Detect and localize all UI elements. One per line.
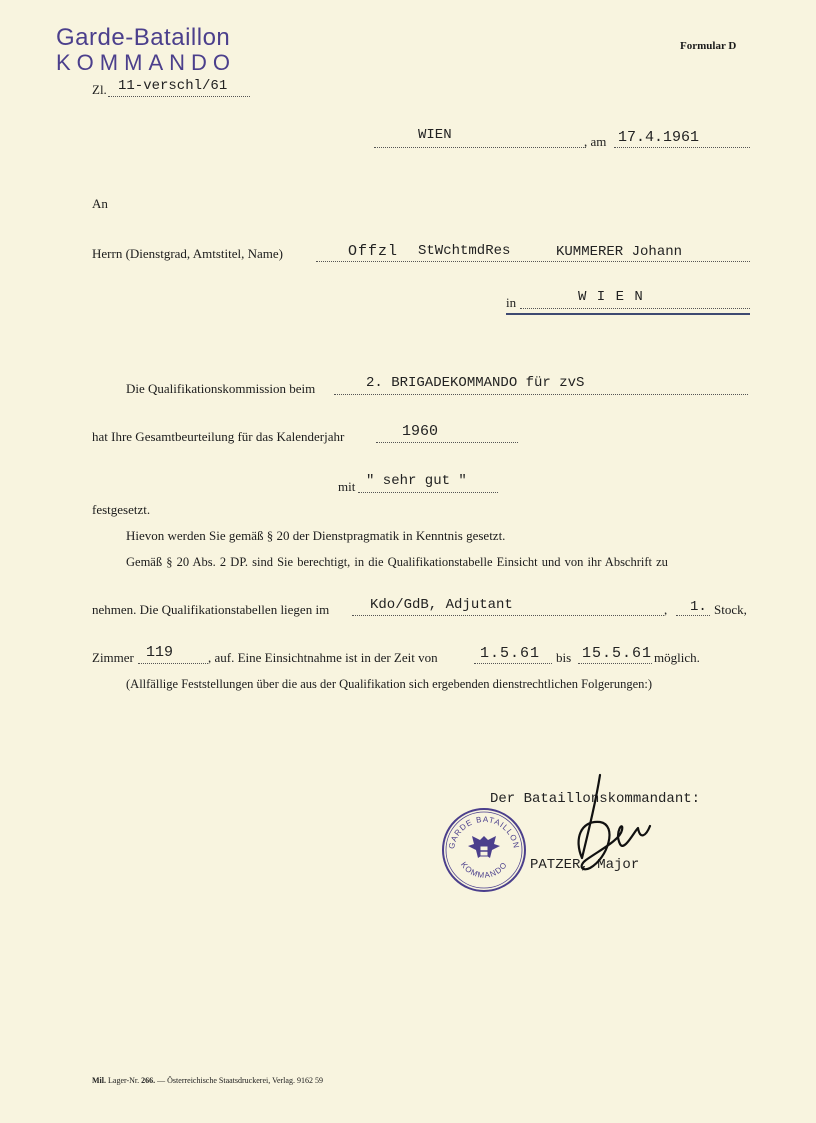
commission-label: Die Qualifikationskommission beim <box>126 381 316 396</box>
zl-value: 11-verschl/61 <box>118 78 228 94</box>
recipient-rank: Offzl <box>348 243 399 260</box>
recipient-title: StWchtmdRes <box>418 243 511 259</box>
floor-value: 1. <box>690 599 707 615</box>
date-value: 17.4.1961 <box>618 129 700 146</box>
zimmer-label: Zimmer <box>92 650 134 665</box>
commission-value: 2. BRIGADEKOMMANDO für zvS <box>366 375 585 391</box>
bis-label: bis <box>556 650 572 665</box>
commander-label: Der Bataillonskommandant: <box>490 791 701 807</box>
mit-label: mit <box>338 479 356 494</box>
eagle-emblem-icon <box>468 836 500 858</box>
seal-bottom-text: KOMMANDO <box>458 860 510 880</box>
to-date: 15.5.61 <box>582 645 653 662</box>
am-label: , am <box>584 134 607 149</box>
official-seal <box>440 806 528 894</box>
from-date: 1.5.61 <box>480 645 541 662</box>
paragraph-1: Hievon werden Sie gemäß § 20 der Dienstpragmatik in Kenntnis gesetzt. <box>126 528 506 543</box>
footer-publisher: — Österreichische Staatsdruckerei, Verlag. 9162 59 <box>157 1076 323 1085</box>
stock-label: Stock, <box>714 602 747 617</box>
rating-value: " sehr gut " <box>366 473 467 489</box>
unit-stamp-line2: KOMMANDO <box>56 50 236 75</box>
signer-name: PATZER, Major <box>530 857 640 873</box>
svg-text:KOMMANDO <box>459 860 509 880</box>
footer-lager-label: Lager-Nr. <box>108 1076 140 1085</box>
footer-mil: Mil. <box>92 1076 106 1085</box>
nehmen-label: nehmen. Die Qualifikationstabellen liegen im <box>92 602 330 617</box>
herrn-label: Herrn (Dienstgrad, Amtstitel, Name) <box>92 246 283 261</box>
year-value: 1960 <box>402 423 439 440</box>
handwritten-signature <box>560 770 670 890</box>
in-label: in <box>506 295 517 310</box>
footer-lager-no: 266. <box>141 1076 156 1085</box>
festgesetzt-text: festgesetzt. <box>92 502 151 517</box>
footer-line <box>92 1076 323 1085</box>
moeglich-label: möglich. <box>654 650 700 665</box>
unit-stamp-line1: Garde-Bataillon <box>56 24 231 51</box>
location-value: Kdo/GdB, Adjutant <box>370 597 513 613</box>
an-label: An <box>92 196 108 211</box>
zl-label: Zl. <box>92 82 107 97</box>
comma-sep: , <box>664 602 668 617</box>
paragraph-2: Gemäß § 20 Abs. 2 DP. sind Sie berechtigt, in die Qualifikationstabelle Einsicht und von ihr Abschrift zu <box>126 555 668 569</box>
recipient-name: KUMMERER Johann <box>556 244 683 260</box>
seal-top-text: GARDE BATAILLON <box>447 814 521 850</box>
note-text: (Allfällige Feststellungen über die aus der Qualifikation sich ergebenden dienstrechtlichen Folgerungen:) <box>126 677 653 691</box>
recipient-city: W I E N <box>578 289 644 305</box>
place-value: WIEN <box>418 127 452 143</box>
year-label: hat Ihre Gesamtbeurteilung für das Kalenderjahr <box>92 429 345 444</box>
form-label: Formular D <box>680 40 737 52</box>
room-value: 119 <box>146 644 174 661</box>
einsicht-label: , auf. Eine Einsichtnahme ist in der Zeit von <box>208 650 438 665</box>
